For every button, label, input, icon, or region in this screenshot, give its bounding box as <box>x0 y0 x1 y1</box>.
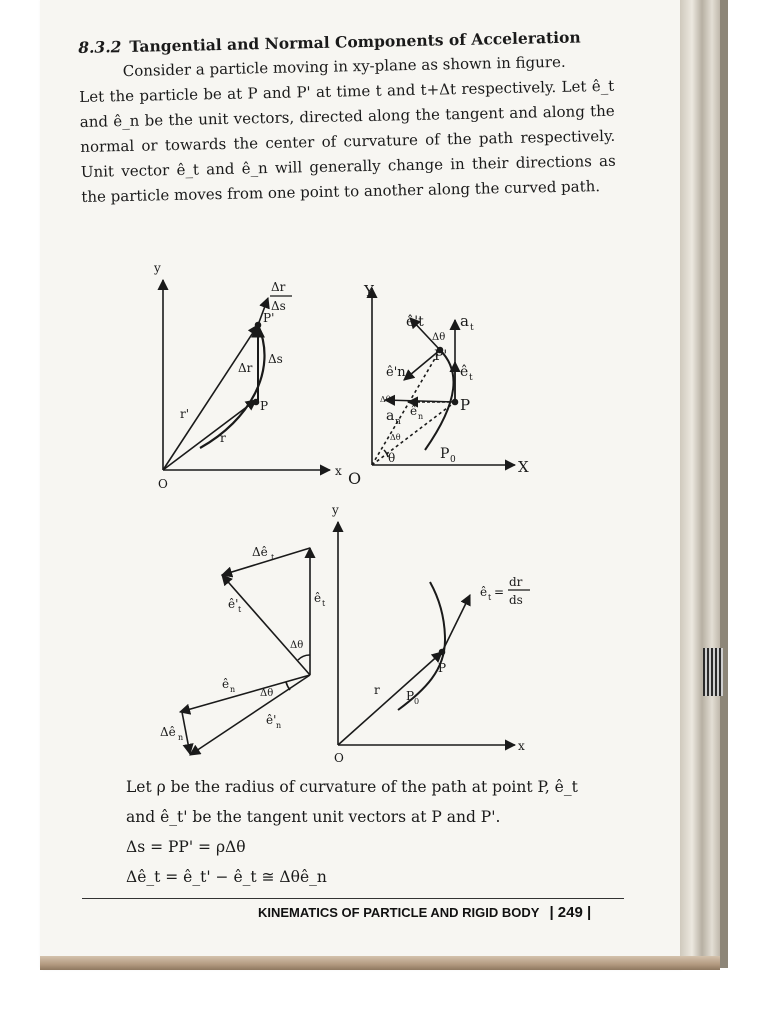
fig3-et-label: ê <box>314 591 322 605</box>
running-title: KINEMATICS OF PARTICLE AND RIGID BODY <box>258 905 540 920</box>
fig2-en-label: ê <box>410 404 418 418</box>
fig3-delta-theta-1: Δθ <box>290 640 304 651</box>
section-title: Tangential and Normal Components of Acceleration <box>129 27 581 56</box>
fig2-an-subscript: n <box>395 417 401 427</box>
fig2-et-prime-label: ê't <box>406 314 424 330</box>
fig3-delta-en-vector <box>182 712 190 754</box>
fig3-et-prime-subscript: t <box>238 605 242 614</box>
fig3-en-vector <box>180 675 310 712</box>
figure-3-unit-vector-change <box>180 548 310 755</box>
derivation-line-1: Let ρ be the radius of curvature of the path at point P, ê_t <box>126 778 578 796</box>
fig4-denominator: ds <box>509 593 523 607</box>
fig3-en-prime-vector <box>190 675 310 755</box>
fig2-origin-label: O <box>348 469 362 488</box>
fig3-delta-en-subscript: n <box>178 733 184 742</box>
section-number: 8.3.2 <box>78 37 122 57</box>
fig3-delta-et-label: Δê <box>252 545 268 559</box>
fig4-p0-subscript: 0 <box>414 697 420 706</box>
fig2-y-label: Y <box>364 282 374 300</box>
fig2-point-p <box>453 400 458 405</box>
fig1-r-label: r <box>220 431 226 445</box>
fig4-p-label: P <box>438 661 447 675</box>
fig3-theta-arc-top <box>298 655 310 660</box>
fig1-y-label: y <box>154 261 161 275</box>
fig2-en-subscript: n <box>418 412 424 421</box>
fig3-en-label: ê <box>222 677 230 691</box>
fig1-r-prime-vector <box>163 325 258 470</box>
fig1-delta-r-label: Δr <box>238 361 253 375</box>
paragraph-1: Consider a particle moving in xy-plane as shown in figure. <box>122 52 566 81</box>
fig2-an-label: a <box>386 408 395 424</box>
fig4-p0-label: P <box>406 689 415 703</box>
fig1-delta-s-label: Δs <box>268 352 283 366</box>
fig1-ratio-numerator: Δr <box>271 280 286 294</box>
fig2-delta-theta-mid: Δθ <box>380 395 391 404</box>
fig2-et-subscript: t <box>469 373 473 383</box>
fig1-r-prime-label: r' <box>180 407 190 421</box>
page-footer <box>258 904 638 921</box>
fig2-at-label: a <box>460 312 469 330</box>
fig2-en-prime-label: ê'n <box>386 365 406 380</box>
fig1-x-label: x <box>335 464 342 478</box>
paragraph-2: Let the particle be at P and P' at time t and t+Δt respectively. Let ê_t and ê_n be the unit vectors, directed along the tangent and along the normal or towards the center of curvature of the path respectively. Unit vector ê_t and ê_n will generally change in their directions as the particle moves from one point to another along the curved path. <box>79 76 616 206</box>
fig4-tangent-arrow <box>442 595 470 652</box>
equation-delta-et: Δê_t = ê_t' − ê_t ≅ Δθê_n <box>126 868 327 886</box>
fig4-y-label: y <box>332 503 339 517</box>
fig2-x-label: X <box>518 458 529 476</box>
fig3-en-prime-subscript: n <box>276 721 282 730</box>
fig4-equals: = <box>494 585 505 599</box>
page-number: | 249 | <box>549 904 592 921</box>
fig2-p0-subscript: 0 <box>450 455 456 465</box>
fig1-point-p-prime <box>256 323 261 328</box>
fig2-delta-theta-top: Δθ <box>432 332 446 343</box>
fig1-point-p <box>254 400 259 405</box>
fig4-r-label: r <box>374 683 380 697</box>
figure-4-tangent-unit-vector <box>338 522 530 745</box>
fig2-p-prime-label: P' <box>434 348 448 364</box>
fig3-delta-en-label: Δê <box>160 725 176 739</box>
fig4-origin-label: O <box>334 751 344 765</box>
fig4-point-p <box>440 650 445 655</box>
figure-1-position-vectors <box>163 280 330 470</box>
footer-rule <box>82 898 624 899</box>
fig4-et-subscript: t <box>488 593 492 602</box>
fig2-an-vector <box>385 400 455 402</box>
derivation-line-2: and ê_t' be the tangent unit vectors at P and P'. <box>126 808 501 826</box>
fig4-et-label: ê <box>480 585 488 599</box>
fig2-at-subscript: t <box>470 323 474 333</box>
fig2-delta-theta-low: Δθ <box>390 433 401 442</box>
fig1-ratio-denominator: Δs <box>271 299 286 313</box>
fig2-et-label: ê <box>460 364 469 380</box>
fig2-p-label: P <box>460 396 471 414</box>
fig4-r-vector <box>338 652 442 745</box>
fig3-en-prime-label: ê' <box>266 713 277 727</box>
fig2-radius-to-p-prime <box>372 350 440 465</box>
fig3-et-prime-label: ê' <box>228 597 239 611</box>
fig1-p-label: P <box>260 399 269 413</box>
fig3-en-subscript: n <box>230 685 236 694</box>
fig3-et-prime-vector <box>222 575 310 675</box>
fig2-path-curve <box>425 350 454 450</box>
fig4-numerator: dr <box>509 575 523 589</box>
derivation-text <box>126 772 626 892</box>
fig3-et-subscript: t <box>322 599 326 608</box>
equation-arc-length: Δs = PP' = ρΔθ <box>126 838 246 856</box>
fig1-origin-label: O <box>158 477 168 491</box>
fig1-p-prime-label: P' <box>263 311 275 325</box>
fig3-delta-et-subscript: t <box>271 553 275 562</box>
fig1-path-curve <box>200 325 265 448</box>
fig2-theta-label: θ <box>388 451 396 465</box>
fig3-delta-theta-2: Δθ <box>260 688 274 699</box>
fig1-r-vector <box>163 400 256 470</box>
fig2-p0-label: P <box>440 446 450 462</box>
fig4-x-label: x <box>518 739 525 753</box>
